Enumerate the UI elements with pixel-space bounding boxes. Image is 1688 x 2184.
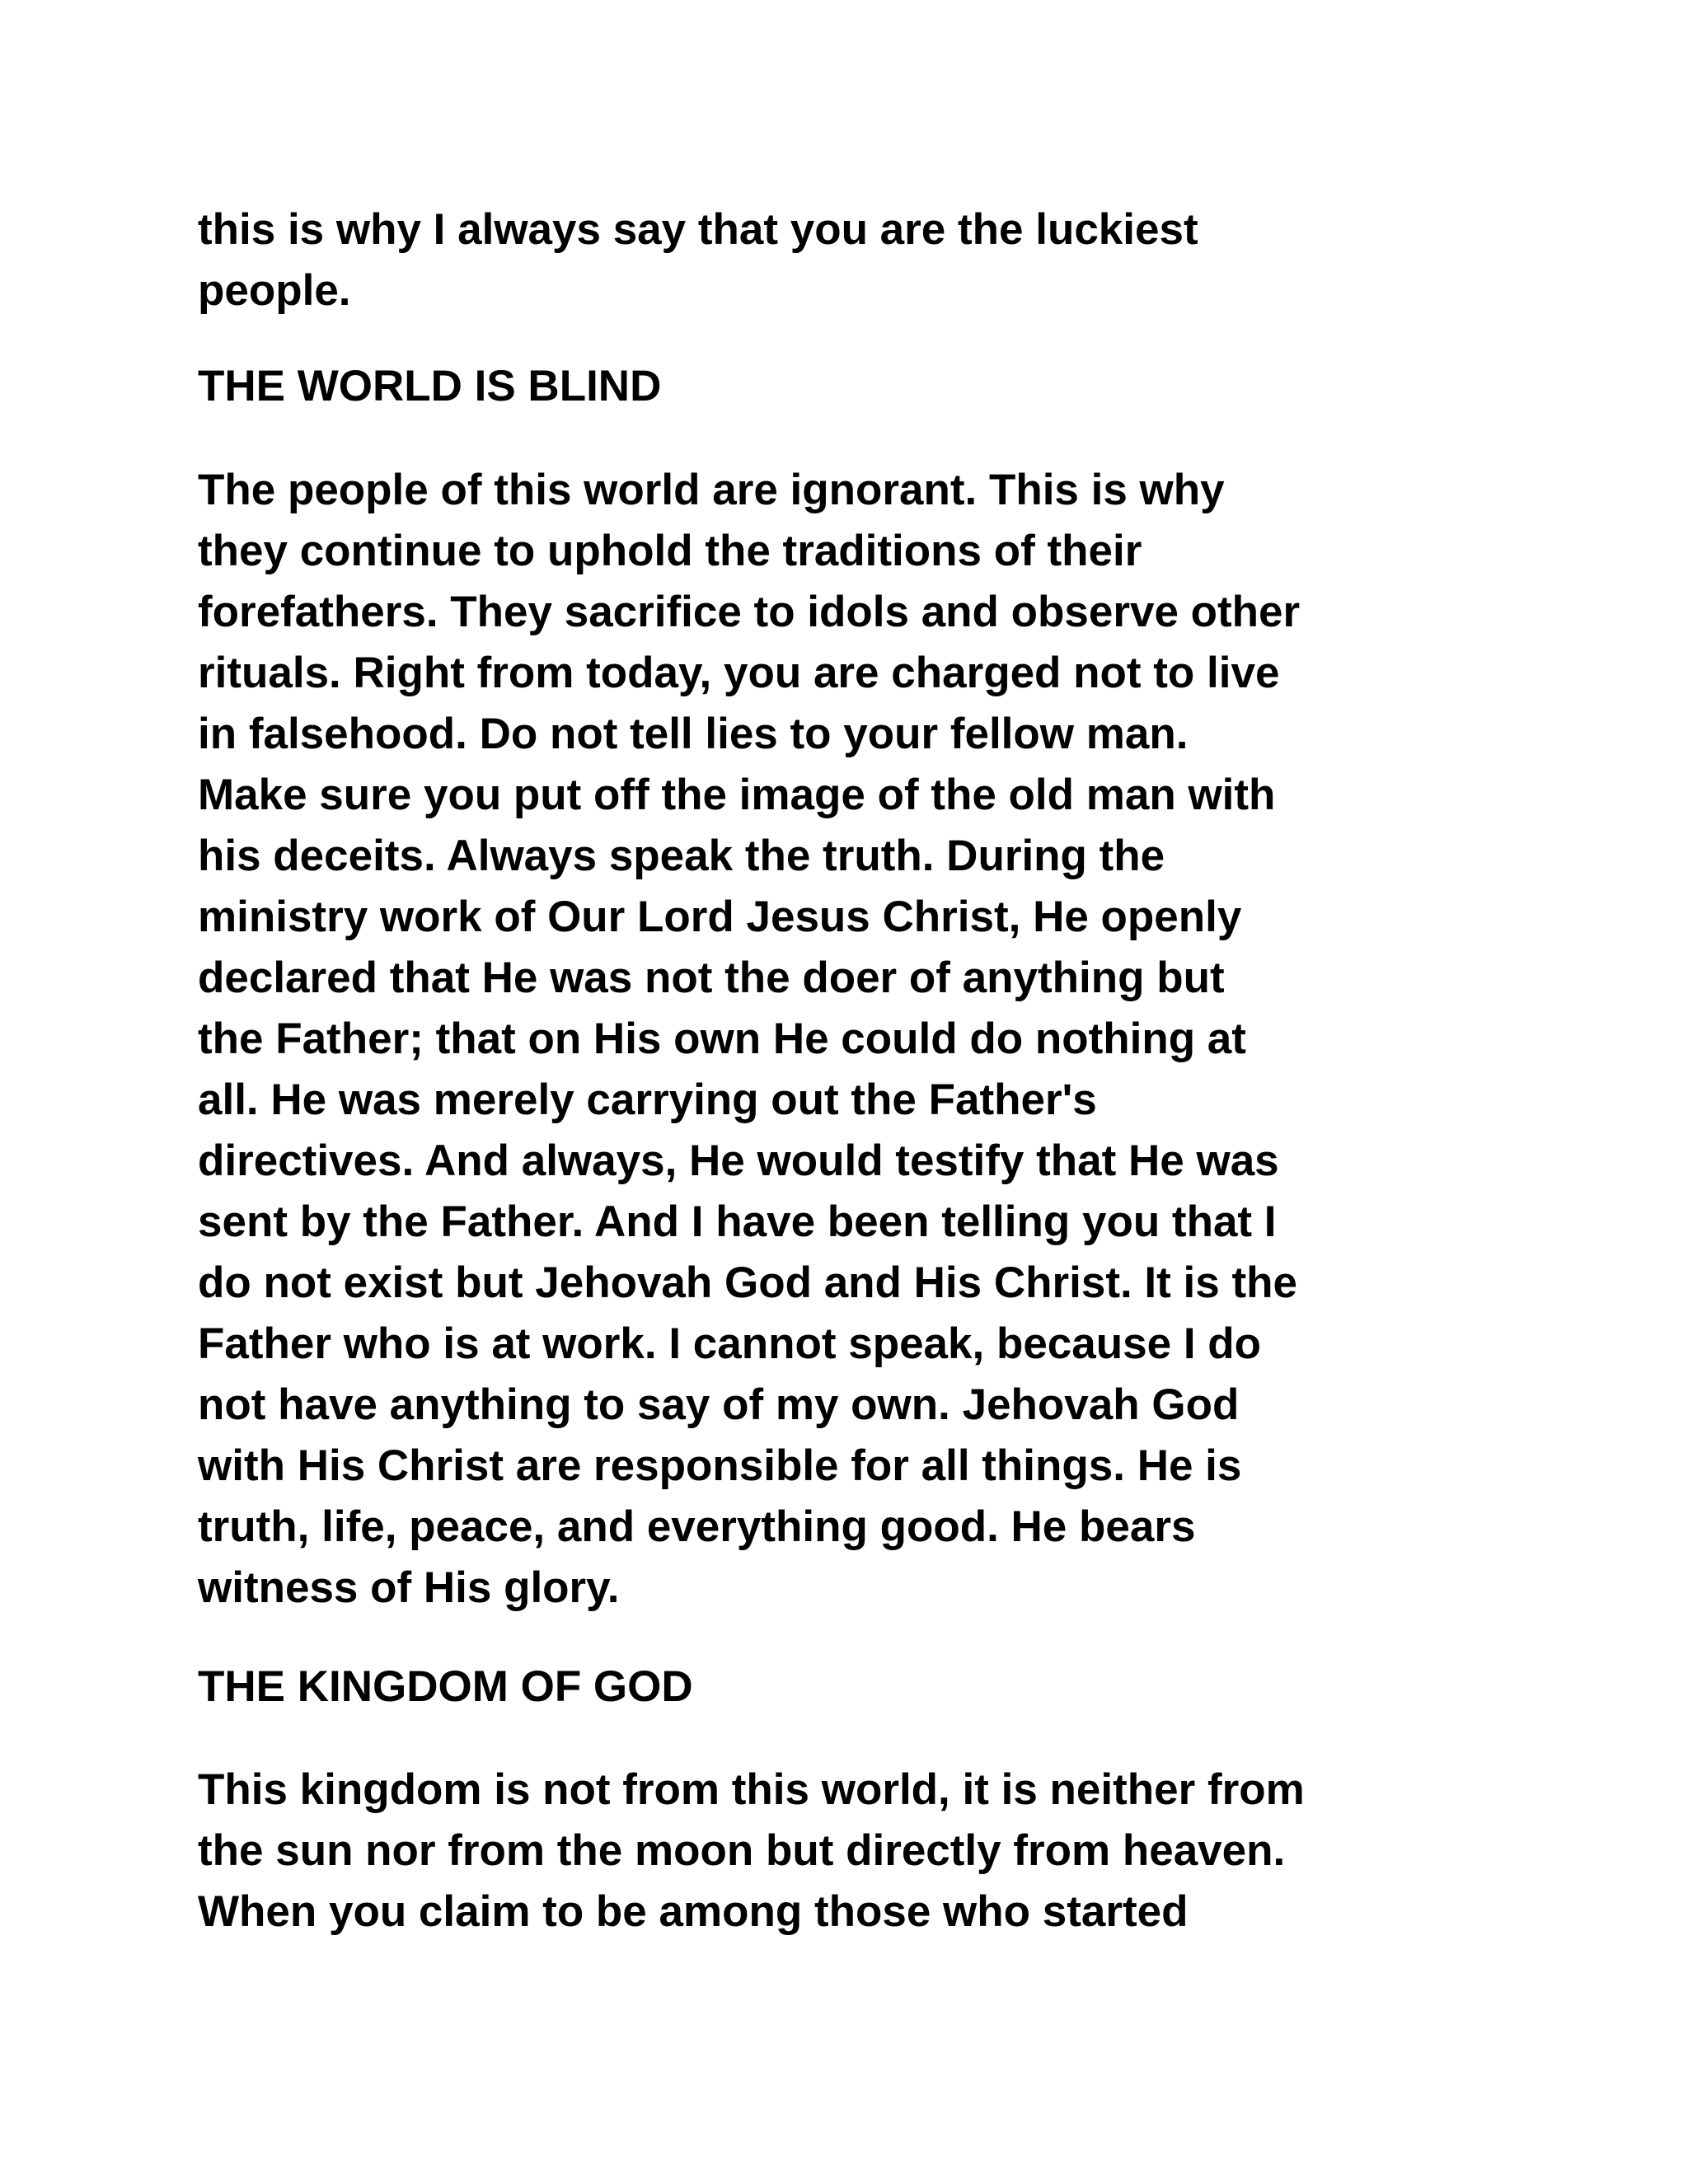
text-line: the sun nor from the moon but directly from heaven.	[198, 1826, 1286, 1875]
text-line: this is why I always say that you are the luckiest	[198, 205, 1198, 254]
text-line: truth, life, peace, and everything good. He bears	[198, 1502, 1196, 1551]
text-line: This kingdom is not from this world, it is neither from	[198, 1765, 1305, 1814]
section-heading-kingdom-of-god: THE KINGDOM OF GOD	[198, 1662, 693, 1711]
text-line: forefathers. They sacrifice to idols and observe other	[198, 588, 1301, 636]
text-line: rituals. Right from today, you are charged not to live	[198, 649, 1280, 697]
text-line: the Father; that on His own He could do nothing at	[198, 1015, 1246, 1063]
text-line: his deceits. Always speak the truth. During the	[198, 832, 1165, 880]
text-line: witness of His glory.	[198, 1563, 620, 1612]
text-line: they continue to uphold the traditions of their	[198, 527, 1142, 575]
text-line: all. He was merely carrying out the Father's	[198, 1076, 1097, 1124]
text-line: people.	[198, 266, 351, 315]
text-line: do not exist but Jehovah God and His Christ. It is the	[198, 1258, 1297, 1307]
text-line: Father who is at work. I cannot speak, because I do	[198, 1319, 1262, 1368]
paragraph-kingdom-of-god	[198, 1760, 1517, 1943]
text-line: Make sure you put off the image of the old man with	[198, 771, 1276, 819]
text-line: directives. And always, He would testify that He was	[198, 1137, 1279, 1185]
section-heading-world-is-blind: THE WORLD IS BLIND	[198, 362, 662, 410]
text-line: not have anything to say of my own. Jehovah God	[198, 1380, 1240, 1429]
text-line: in falsehood. Do not tell lies to your fellow man.	[198, 710, 1189, 758]
text-line: declared that He was not the doer of anything but	[198, 954, 1225, 1002]
text-line: When you claim to be among those who started	[198, 1887, 1189, 1936]
text-line: ministry work of Our Lord Jesus Christ, He openly	[198, 893, 1242, 941]
paragraph-world-is-blind	[198, 460, 1517, 1619]
text-line: sent by the Father. And I have been telling you that I	[198, 1197, 1277, 1246]
text-line: with His Christ are responsible for all things. He is	[198, 1441, 1242, 1490]
text-line: The people of this world are ignorant. This is why	[198, 466, 1225, 514]
intro-text	[198, 199, 1517, 321]
